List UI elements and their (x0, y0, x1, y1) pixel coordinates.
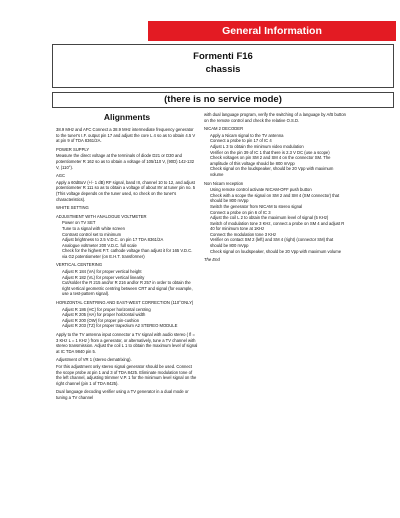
list-item: • Adjust brightness to 2.5 V.D.C. on pin 17 TDA 8361/2A (62, 237, 198, 243)
list-item: • Adjust the coil L 2 to obtain the maximum level of signal (5 KHz) (210, 215, 346, 221)
service-mode-note: (there is no service mode) (52, 92, 394, 108)
power-supply-paragraph: Measure the direct voltage at the terminals of diode D21 or D30 and potentiometer R 162 so as to obtain a voltage of 105/110 V, (90D) 142-132 V, (110°). (56, 153, 195, 170)
list-item: • Adjust R 200 (OW) for proper pin-cushion (62, 318, 198, 324)
list-item: • Connect a probe to pin 17 of IC 4 (210, 138, 346, 144)
list-item: • Check signal on the loudspeaker, should be 20 Vpp with maximum volume (210, 166, 346, 177)
list-item: • Check for the highest P.T. cathode voltage than adjust it for 165 V.D.C. via G2 potentiometer (on E.H.T. transformer) (62, 248, 198, 259)
voltmeter-heading: ADJUSTMENT WITH ANALOGUE VOLTMETER (56, 213, 147, 219)
list-item: • Check with a scope the signal on SM 2 and SM 4 (SM connector) that should be 800 mVpp (210, 193, 346, 204)
white-setting-heading: WHITE SETTING (56, 205, 89, 211)
non-nicam-list (204, 187, 346, 254)
non-nicam-heading: Non Nicam reception (204, 180, 244, 186)
list-item: • Connect a probe on pin 6 of IC 3 (210, 210, 346, 216)
right-column (204, 112, 346, 344)
list-item: • Switch of modulation tone 3 KHz, connect a probe on SM 4 and adjust R 40 for minimum tone at 1KHz (210, 221, 346, 232)
list-item: • Contrast control set to minimum (62, 232, 198, 238)
the-end-label: The End (204, 257, 220, 263)
section-banner: General Information (148, 21, 396, 41)
horizontal-centring-heading: HORIZONTAL CENTRING AND EAST-WEST CORRECTION (110°ONLY) (56, 300, 194, 306)
title-box (52, 44, 394, 88)
list-item: • Analogue voltmeter 200 V.D.C. full scale (62, 243, 198, 249)
list-item: • Check voltages on pin SM 2 and SM 4 on the connector SM. The amplitude of this voltage should be 800 mVpp (210, 155, 346, 166)
vertical-centering-list (56, 269, 198, 297)
dual-language-continued: with dual language program, verify the switching of a language by A/B button on the remote control and check the relative O.S.D. (204, 112, 346, 123)
list-item: • Apply a Nicam signal to the TV antenna (210, 133, 346, 139)
if-afc-paragraph: 38.9 MHz and AFC Connect a 38.9 MHz intermediate frequency generator to the tuner's I.F. output pin 17 and adjust the core L 4 so as to obtain 4.5 V at pin 9 of TDA 8361/2A. (56, 127, 196, 144)
horizontal-centring-list (56, 307, 198, 329)
agc-heading: AGC (56, 173, 66, 179)
list-item: • Power on TV SET (62, 220, 198, 226)
list-item: • Check signal on loudspeaker, should be 20 Vpp with maximum volume (210, 249, 346, 255)
list-item: • Adjust R 205 (HA) for proper horizontal width (62, 312, 198, 318)
a2-stereo-paragraph: Apply to the TV antenna input connector a TV signal with audio stereo ( fl = 3 KHz L = 1 KHz ) from a generator, or alternatively, tune a TV channel with stereo transmission. Adjust the coil L 1 to obtain the maximum level of signal at IC TDA 9840 pin 5. (56, 332, 198, 354)
list-item: • Cut/solder the R 215 and/or R 216 and/or R 257 in order to obtain the right vertical geometric centring between CRT and signal (for example, use a test-pattern signal). (62, 280, 198, 297)
list-item: • Connect the modulation tone 3 KHz (210, 232, 346, 238)
power-supply-heading: POWER SUPPLY (56, 146, 90, 152)
left-column (56, 112, 198, 514)
list-item: • Verifier on the pin 39 of IC 1 that there is 2.3 V DC (use a scope) (210, 150, 346, 156)
list-item: • Tune to a signal with white screen (62, 226, 198, 232)
list-item: • Adjust R 182 (VL) for proper vertical linearity (62, 275, 198, 281)
nicam-heading: NICAM 2 DECODER (204, 126, 244, 132)
list-item: • Using remote control activate NICAM-OFF push button (210, 187, 346, 193)
list-item: • Adjust R 186 (HC) for proper horizontal centring (62, 307, 198, 313)
model-title: Formenti F16 (193, 51, 253, 62)
list-item: • Adjust L 3 to obtain the minimum video modulation (210, 144, 346, 150)
dual-language-paragraph: Dual language decoding verifier using a TV generator in a dual mode or tuning a TV channel (56, 389, 189, 400)
vr1-paragraph: For this adjustment only stereo signal generator should be used. Connect the scope probe at pin 1 and 3 of TDA 8425. Eliminate modulation tone of the left channel, adjusting trimmer V.P. 1 for the minimum level signal on the right channel (pin 1 of TDA 8425). (56, 363, 197, 386)
vertical-centering-heading: VERTICAL CENTERING (56, 262, 103, 268)
chassis-title: chassis (205, 64, 241, 75)
alignments-heading: Alignments (103, 112, 151, 122)
list-item: • Adjust R 184 (VA) for proper vertical height (62, 269, 198, 275)
list-item: • Switch the generator from NICAM to stereo signal (210, 204, 346, 210)
vr1-heading: Adjustment of VR 1 (stereo dematrixing). (56, 357, 132, 363)
agc-paragraph: Apply a 60dBuV (+/- 1 dB) RF signal, band III, channel 10 to 12, and adjust potentiometer R 111 so as to obtain a voltage of about 8V at tuner pin no. 5 (This voltage depends on the tuner used, so check on the tuner's characteristics). (56, 179, 196, 202)
voltmeter-list (56, 220, 198, 259)
list-item: • Verifier on contact SM 2 (left) and SM 4 (right) (connector SM) that should be 800 mVpp (210, 237, 346, 248)
nicam-list (204, 133, 346, 178)
list-item: • Adjust R 203 (TZ) for proper trapezium A2 STEREO MODULE (62, 323, 198, 329)
